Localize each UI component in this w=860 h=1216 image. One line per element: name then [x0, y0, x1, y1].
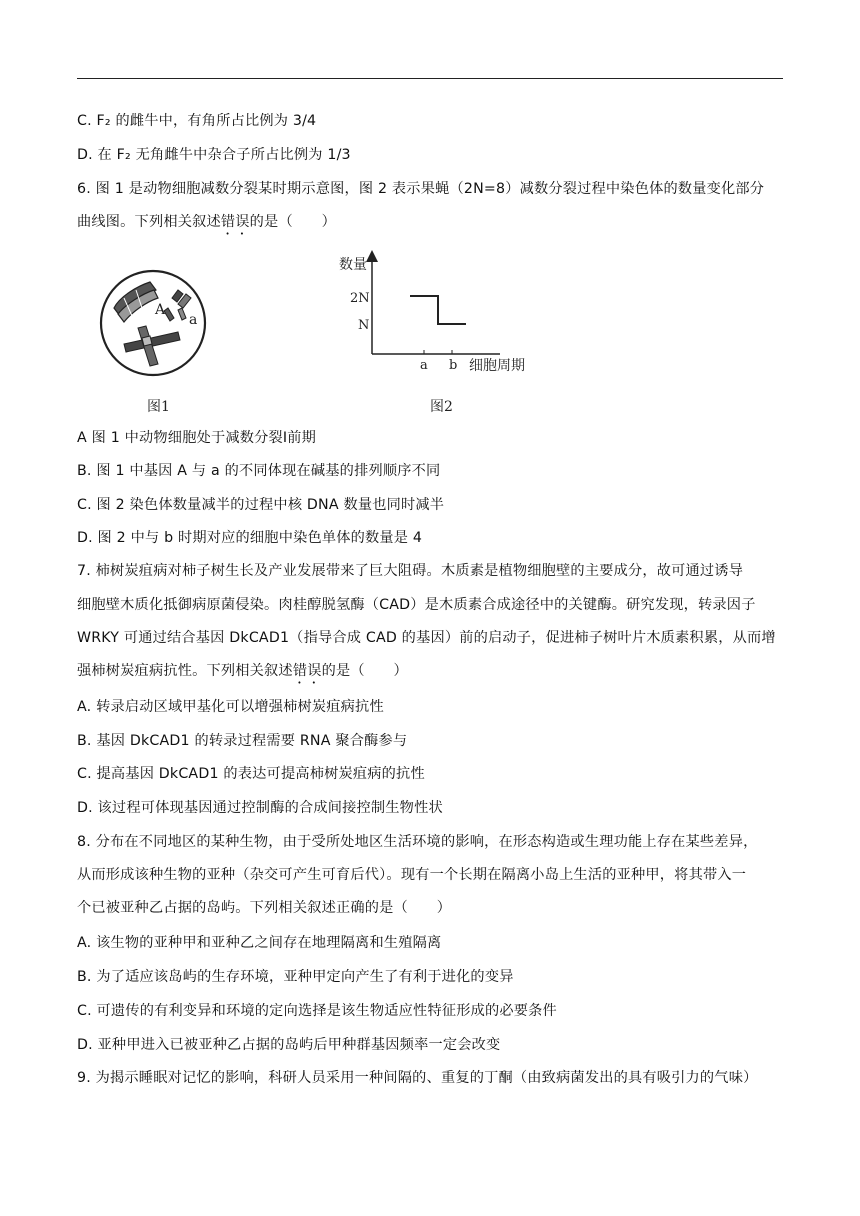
q8-stem-line3: 个已被亚种乙占据的岛屿。下列相关叙述正确的是（ ）	[77, 900, 452, 916]
emphasis-wrong: 错误	[292, 663, 322, 679]
y-tick-N: N	[358, 318, 370, 333]
q5-option-c: C. F₂ 的雌牛中，有角所占比例为 3/4	[77, 113, 317, 129]
q6-option-d: D. 图 2 中与 b 时期对应的细胞中染色单体的数量是 4	[77, 530, 423, 546]
q7-stem-line4: 强柿树炭疽病抗性。下列相关叙述错误的是（ ）	[77, 663, 408, 679]
q8-stem-line2: 从而形成该种生物的亚种（杂交可产生可育后代）。现有一个长期在隔离小岛上生活的亚种甲，将其带入一	[77, 867, 747, 883]
q7-option-a: A. 转录启动区域甲基化可以增强柿树炭疽病抗性	[77, 699, 384, 715]
q8-option-a: A. 该生物的亚种甲和亚种乙之间存在地理隔离和生殖隔离	[77, 935, 442, 951]
q6-option-c: C. 图 2 染色体数量减半的过程中核 DNA 数量也同时减半	[77, 497, 445, 513]
q7-stem-line1: 7. 柿树炭疽病对柿子树生长及产业发展带来了巨大阻碍。木质素是植物细胞壁的主要成分，故可通过诱导	[77, 563, 744, 579]
gene-label-A: A	[155, 302, 166, 318]
y-tick-2N: 2N	[350, 291, 370, 306]
q7-stem-line3: WRKY 可通过结合基因 DkCAD1（指导合成 CAD 的基因）前的启动子，促进柿子树叶片木质素积累，从而增	[77, 630, 776, 646]
q7-option-c: C. 提高基因 DkCAD1 的表达可提高柿树炭疽病的抗性	[77, 766, 425, 782]
figure1-cell-diagram	[98, 268, 210, 380]
q8-option-c: C. 可遗传的有利变异和环境的定向选择是该生物适应性特征形成的必要条件	[77, 1003, 557, 1019]
q8-option-b: B. 为了适应该岛屿的生存环境，亚种甲定向产生了有利于进化的变异	[77, 969, 514, 985]
emphasis-wrong: 错误	[220, 214, 250, 230]
q7-stem-line2: 细胞壁木质化抵御病原菌侵染。肉桂醇脱氢酶（CAD）是木质素合成途径中的关键酶。研究发现，转录因子	[77, 597, 756, 613]
header-rule	[77, 78, 783, 79]
x-tick-b: b	[449, 358, 458, 373]
q6-option-b: B. 图 1 中基因 A 与 a 的不同体现在碱基的排列顺序不同	[77, 463, 441, 479]
q8-stem-line1: 8. 分布在不同地区的某种生物，由于受所处地区生活环境的影响，在形态构造或生理功能上存在某些差异，	[77, 834, 758, 850]
q9-stem-line1: 9. 为揭示睡眠对记忆的影响，科研人员采用一种间隔的、重复的丁酮（由致病菌发出的具有吸引力的气味）	[77, 1070, 758, 1086]
figure2-chart	[330, 250, 540, 380]
q5-option-d: D. 在 F₂ 无角雌牛中杂合子所占比例为 1/3	[77, 147, 351, 163]
x-tick-a: a	[420, 358, 428, 373]
gene-label-a: a	[189, 312, 198, 328]
x-axis-label: 细胞周期	[469, 358, 525, 374]
figure2-caption: 图2	[430, 399, 453, 415]
q8-option-d: D. 亚种甲进入已被亚种乙占据的岛屿后甲种群基因频率一定会改变	[77, 1037, 501, 1053]
q7-option-d: D. 该过程可体现基因通过控制酶的合成间接控制生物性状	[77, 800, 443, 816]
q6-stem-line1: 6. 图 1 是动物细胞减数分裂某时期示意图，图 2 表示果蝇（2N=8）减数分裂过程中染色体的数量变化部分	[77, 181, 765, 197]
chromosome-count-line	[410, 296, 466, 324]
q6-stem-line2: 曲线图。下列相关叙述错误的是（ ）	[77, 214, 336, 230]
y-axis-label: 数量	[339, 257, 367, 273]
q7-option-b: B. 基因 DkCAD1 的转录过程需要 RNA 聚合酶参与	[77, 733, 408, 749]
q6-option-a: A 图 1 中动物细胞处于减数分裂Ⅰ前期	[77, 430, 317, 446]
figure1-caption: 图1	[147, 399, 170, 415]
